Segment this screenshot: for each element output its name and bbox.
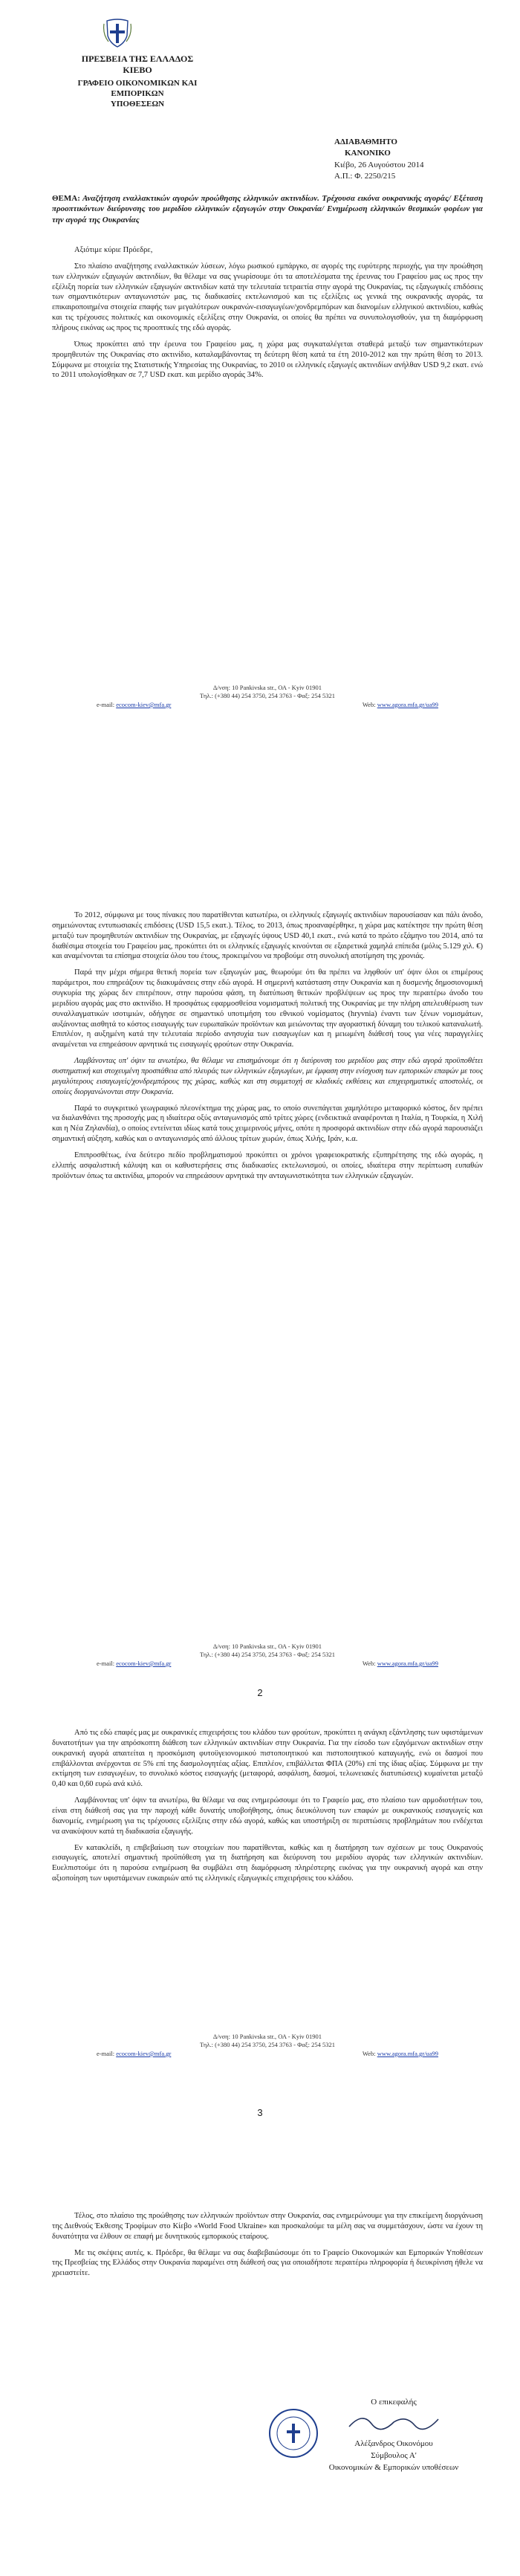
page-2 [0,892,520,1717]
paragraph: Παρά την μέχρι σήμερα θετική πορεία των εξαγωγών μας, θεωρούμε ότι θα πρέπει να ληφθούν υπ' όψιν όλοι οι επιμέρους παράμετροι, που επηρεάζουν τις διακυμάνσεις στην εδώ αγορά. Η σημερινή κατάσταση στην Ουκρανία και η δυσμενής δημοσιονομική συγκυρία της χώρας δεν επιτρέπουν, στην παρούσα φάση, τη διατύπωση θετικών προβλέψεων ως προς την περαιτέρω άνοδο του μεριδίου αγοράς μας στο ακτινίδιο. Η προσφάτως εφαρμοσθείσα νομισματική πολιτική της Ουκρανίας με την πλήρη απελευθέρωση των συναλλαγματικών ισοτιμιών, οδήγησε σε σημαντικό υποτιμήση του εθνικού νομίσματος (hryvnia) έναντι των ξένων νομισμάτων, αυξάνοντας αισθητά το κόστος εισαγωγής των ευρωπαϊκών προϊόντων και μειώνοντας την αγοραστική δύναμη του τελικού καταναλωτή. Επιπλέον, η αυξημένη κατά την τελευταία περίοδο ανησυχία των εισαγωγέων και η μειωμένη διάθεσή τους για νέες παραγγελίες αναμένεται να επηρεάσουν αρνητικά τις εισαγωγές φρούτων στην Ουκρανία. [52,968,483,1049]
classification: ΑΔΙΑΒΑΘΜΗΤΟ [334,137,397,146]
letter-footer: Δ/νση: 10 Pankivska str., ΟΑ - Κyiv 01901 Τηλ.: (+380 44) 254 3750, 254 3763 - Φαξ: 254 5321 e-mail: ecocom-kiev@mfa.gr Web: www.agora.mfa.gr/ua99 [52,684,483,709]
subject-label: ΘΕΜΑ: [52,194,80,203]
paragraph: Με τις σκέψεις αυτές, κ. Πρόεδρε, θα θέλαμε να σας διαβεβαιώσουμε ότι το Γραφείο Οικονομικών και Εμπορικών Υποθέσεων της Πρεσβείας της Ελλάδος στην Ουκρανία παραμένει στη διάθεσή σας για οποιαδήποτε περαιτέρω πληροφορία ή διευκρίνιση ήθελε να χρειαστείτε. [52,2248,483,2278]
handwritten-signature-icon [342,2409,446,2434]
embassy-stamp-icon [267,2407,319,2459]
page-number: 2 [257,1687,263,1698]
paragraph: Όπως προκύπτει από την έρευνα του Γραφείου μας, η χώρα μας συγκαταλέγεται σταθερά μεταξύ των σημαντικότερων προμηθευτών της Ουκρανίας στο ακτινίδιο, καταλαμβάνοντας τη δεύτερη θέση κατά τα έτη 2010-2012 και την πρώτη θέση το 2013. Σύμφωνα με στοιχεία της Στατιστικής Υπηρεσίας της Ουκρανίας, το 2010 οι ελληνικές εξαγωγές ακτινιδίων ανήλθαν USD 9,2 εκατ. ενώ το 2011 υπολογίσθηκαν σε 7,7 USD εκατ. και μερίδιο αγοράς 34%. [52,340,483,380]
page-1 [0,0,520,888]
paragraph: Επιπροσθέτως, ένα δεύτερο πεδίο προβληματισμού προκύπτει οι χρόνοι γραφειοκρατικής εξυπηρέτησης της εδώ αγοράς, η ελλιπής ασφαλιστική κάλυψη και οι καθυστερήσεις στις διαδικασίες εκτελωνισμού, οι οποίες, ιδιαίτερα στην περίπτωση ευπαθών προϊόντων όπως τα ακτινίδια, μπορούν να επηρεάσουν αρνητικά την ανταγωνιστικότητα των ελληνικών εξαγωγών. [52,1151,483,1180]
letter-footer: Δ/νση: 10 Pankivska str., ΟΑ - Κyiv 01901 Τηλ.: (+380 44) 254 3750, 254 3763 - Φαξ: 254 5321 e-mail: ecocom-kiev@mfa.gr Web: www.agora.mfa.gr/ua99 [97,2033,438,2057]
web-link[interactable]: www.agora.mfa.gr/ua99 [377,2049,438,2057]
paragraph: Στο πλαίσιο αναζήτησης εναλλακτικών λύσεων, λόγω ρωσικού εμπάργκο, σε αγορές της ευρύτερης περιοχής, για την προώθηση των ελληνικών εξαγωγών ακτινιδίων, θα θέλαμε να σας γνωρίσουμε ότι τα αποτελέσματα της έρευνας του Γραφείου μας ως προς την εξέλιξη πορεία των ελληνικών εξαγωγών ακτινιδίων κατά την τελευταία τετραετία στην αγορά της Ουκρανίας, τις εξαγωγικές επιδόσεις των σημαντικότερων ανταγωνιστών μας, τις διαδικασίες εκτελωνισμού και τις εξελίξεις ως γενικά της ουκρανικής αγοράς, τα επικαιροποιημένα στοιχεία επαφής των μεγαλύτερων ουκρανών-εισαγωγέων/χονδρεμπόρων και διανομέων ελληνικού ακτινιδίου, καθώς και τις τρέχουσες πολιτικές και οικονομικές εξελίξεις στην Ουκρανία, οι οποίες θα πρέπει να συνυπολογισθούν, για τη διαμόρφωση πλήρους εικόνας ως προς τις προοπτικές της εδώ αγοράς. [52,262,483,333]
page-4-body [52,2211,483,2285]
email-link[interactable]: ecocom-kiev@mfa.gr [116,700,172,708]
embassy-name: ΠΡΕΣΒΕΙΑ ΤΗΣ ΕΛΛΑΔΟΣ ΚΙΕΒΟ [81,54,194,75]
greeting: Αξιότιμε κύριε Πρόεδρε, [74,246,153,254]
paragraph: Παρά το συγκριτικό γεωγραφικό πλεονέκτημα της χώρας μας, το οποίο συνεπάγεται χαμηλότερο μεταφορικό κόστος, δεν πρέπει να διαλανθάνει της προσοχής μας η ιδιαίτερα οξύς ανταγωνισμός από τρίτες χώρες (ενδεικτικά αναφέρονται η Ιταλία, η Τουρκία, η Χιλή και η Νέα Ζηλανδία), ο οποίος εντείνεται ιδίως κατά τους χειμερινούς μήνες, οπότε η προσφορά ακτινιδίων στην εδώ αγορά παρουσιάζει σημαντική αύξηση, καθώς και ο ανταγωνισμός από άλλους τρίτων χωρών, όπως Χιλής, Ιράν, κ.α. [52,1104,483,1144]
page-3-body [52,1728,483,1890]
paragraph: Λαμβάνοντας υπ' όψιν τα ανωτέρω, θα θέλαμε να επισημάνουμε ότι η διεύρυνση του μεριδίου μας στην εδώ αγορά προϋποθέτει συστηματική και στοχευμένη προσπάθεια από πλευράς των ελληνικών εξαγωγέων, με έμφαση στην ενίσχυση των εμπορικών επαφών με τους μεγαλύτερους εισαγωγείς/χονδρεμπόρους της χώρας, καθώς και στη συμμετοχή σε κλαδικές εκθέσεις και επιχειρηματικές αποστολές, οι οποίες διοργανώνονται στην Ουκρανία. [52,1057,483,1096]
signer-title: Σύμβουλος Α' [371,2450,417,2460]
place-date: Κιέβο, 26 Αυγούστου 2014 [334,160,424,169]
paragraph: Το 2012, σύμφωνα με τους πίνακες που παρατίθενται κατωτέρω, οι ελληνικές εξαγωγές ακτινιδίων παρουσίασαν και πάλι άνοδο, σημειώνοντας εντυπωσιακές επιδόσεις (USD 15,5 εκατ.). Τέλος, το 2013, όπως προαναφέρθηκε, η χώρα μας κατέκτησε την πρώτη θέση μεταξύ των προμηθευτών ακτινιδίων της Ουκρανίας, με εξαγωγές ύψους USD 40,1 εκατ., ενώ κατά το πρώτο εξάμηνο του 2014, από τα διαθέσιμα στοιχεία του Γραφείου μας, προκύπτει ότι οι ελληνικές εξαγωγές κινούνται σε εξαιρετικά χαμηλά επίπεδα (μόλις 5.129 χιλ. €) και αναμένονται τα επίσημα στοιχεία όλου του έτους, προκειμένου να προβούμε στη συνολική αποτίμηση της χρονιάς. [52,911,483,961]
paragraph: Τέλος, στο πλαίσιο της προώθησης των ελληνικών προϊόντων στην Ουκρανία, σας ενημερώνουμε για την επικείμενη διοργάνωση της Διεθνούς Έκθεσης Τροφίμων στο Κίεβο «World Food Ukraine» και προσκαλούμε τα μέλη σας να συμμετάσχουν, ώστε να έχουν τη δυνατότητα να έλθουν σε επαφή με δυνητικούς εμπορικούς εταίρους. [52,2212,483,2241]
protocol-number: Α.Π.: Φ. 2250/215 [334,172,396,181]
paragraph: Λαμβάνοντας υπ' όψιν τα ανωτέρω, θα θέλαμε να σας ενημερώσουμε ότι το Γραφείο μας, στο πλαίσιο των αρμοδιοτήτων του, είναι στη διάθεσή σας για την παροχή κάθε δυνατής υποβοήθησης, όπως διευκόλυνση των επαφών με ουκρανικούς εισαγωγείς και διανομείς, ενημέρωση για τις τρέχουσες εξελίξεις στην εδώ αγορά, καθώς και υποστήριξη σε περιπτώσεις προβλημάτων που ενδέχεται να ανακύψουν κατά τη διαδικασία εξαγωγής. [52,1796,483,1836]
office-name: ΓΡΑΦΕΙΟ ΟΙΚΟΝΟΜΙΚΩΝ ΚΑΙ ΕΜΠΟΡΙΚΩΝ ΥΠΟΘΕΣΕΩΝ [77,79,198,109]
signer-role: Οικονομικών & Εμπορικών υποθέσεων [328,2462,459,2472]
letter-footer: Δ/νση: 10 Pankivska str., ΟΑ - Κyiv 01901 Τηλ.: (+380 44) 254 3750, 254 3763 - Φαξ: 254 5321 e-mail: ecocom-kiev@mfa.gr Web: www.agora.mfa.gr/ua99 [97,1643,438,1667]
page-3 [0,1721,520,2576]
page-2-body [52,910,483,1188]
footer-phone: Τηλ.: (+380 44) 254 3750, 254 3763 - Φαξ: 254 5321 [200,692,335,700]
footer-address: Δ/νση: 10 Pankivska str., ΟΑ - Κyiv 01901 [212,684,322,691]
signer-name: Αλέξανδρος Οικονόμου [354,2439,433,2448]
subject-text: Αναζήτηση εναλλακτικών αγορών προώθησης ελληνικών ακτινιδίων. Τρέχουσα εικόνα ουκρανικής αγοράς/ Εξέταση προοπτικόντων διεύρυνσης του μεριδίου ελληνικών εξαγωγών στην Ουκρανία/ Ενημέρωση ελληνικών θεσμικών φορέων για την αγορά της Ουκρανίας [52,194,483,224]
page-number: 3 [257,2107,263,2118]
document-meta [334,137,483,183]
email-link[interactable]: ecocom-kiev@mfa.gr [116,1659,172,1667]
closing: Ο επικεφαλής [371,2398,417,2407]
paragraph: Εν κατακλείδι, η επιβεβαίωση των στοιχείων που παρατίθενται, καθώς και η διατήρηση των σχέσεων με τους Ουκρανούς εισαγωγείς, αποτελεί σημαντική προϋπόθεση για τη διατήρηση και διεύρυνση του μεριδίου αγοράς των ελληνικών ακτινιδίων. Ευελπιστούμε ότι η παρούσα ενημέρωση θα συμβάλει στη διαμόρφωση πληρέστερης εικόνας για την ουκρανική αγορά και στην αξιοποίηση των υφιστάμενων ευκαιριών από τις ελληνικές εξαγωγικές επιχειρήσεις του κλάδου. [52,1843,483,1883]
signature-block [297,2397,490,2474]
web-link[interactable]: www.agora.mfa.gr/ua99 [377,700,438,708]
greek-coat-of-arms-icon [103,16,132,49]
web-link[interactable]: www.agora.mfa.gr/ua99 [377,1659,438,1667]
paragraph: Από τις εδώ επαφές μας με ουκρανικές επιχειρήσεις του κλάδου των φρούτων, προκύπτει η ανάγκη εξάντλησης των υφιστάμενων δυνατοτήτων για την απρόσκοπτη διάθεση των ελληνικών ακτινιδίων στην Ουκρανία. Για την είσοδο των εξαγόμενων ακτινιδίων στην ουκρανική αγορά απαιτείται η προσκόμιση φυτοϋγειονομικού πιστοποιητικού και πιστοποιητικού καταγωγής, ενώ οι δασμοί που επιβάλλονται ανέρχονται σε 5% επί της δασμολογητέας αξίας. Επιπλέον, επιβάλλεται ΦΠΑ (20%) επί της ίδιας αξίας. Σύμφωνα με την εκτίμηση των εισαγωγέων, το συνολικό κόστος εισαγωγής (μεταφορά, ασφάλιση, δασμοί, τελωνειακές διατυπώσεις) κυμαίνεται μεταξύ 0,40 και 0,60 ευρώ ανά κιλό. [52,1729,483,1789]
email-link[interactable]: ecocom-kiev@mfa.gr [116,2049,172,2057]
subject [52,193,483,225]
page-1-body [52,245,483,386]
priority: ΚΑΝΟΝΙΚΟ [345,149,391,158]
